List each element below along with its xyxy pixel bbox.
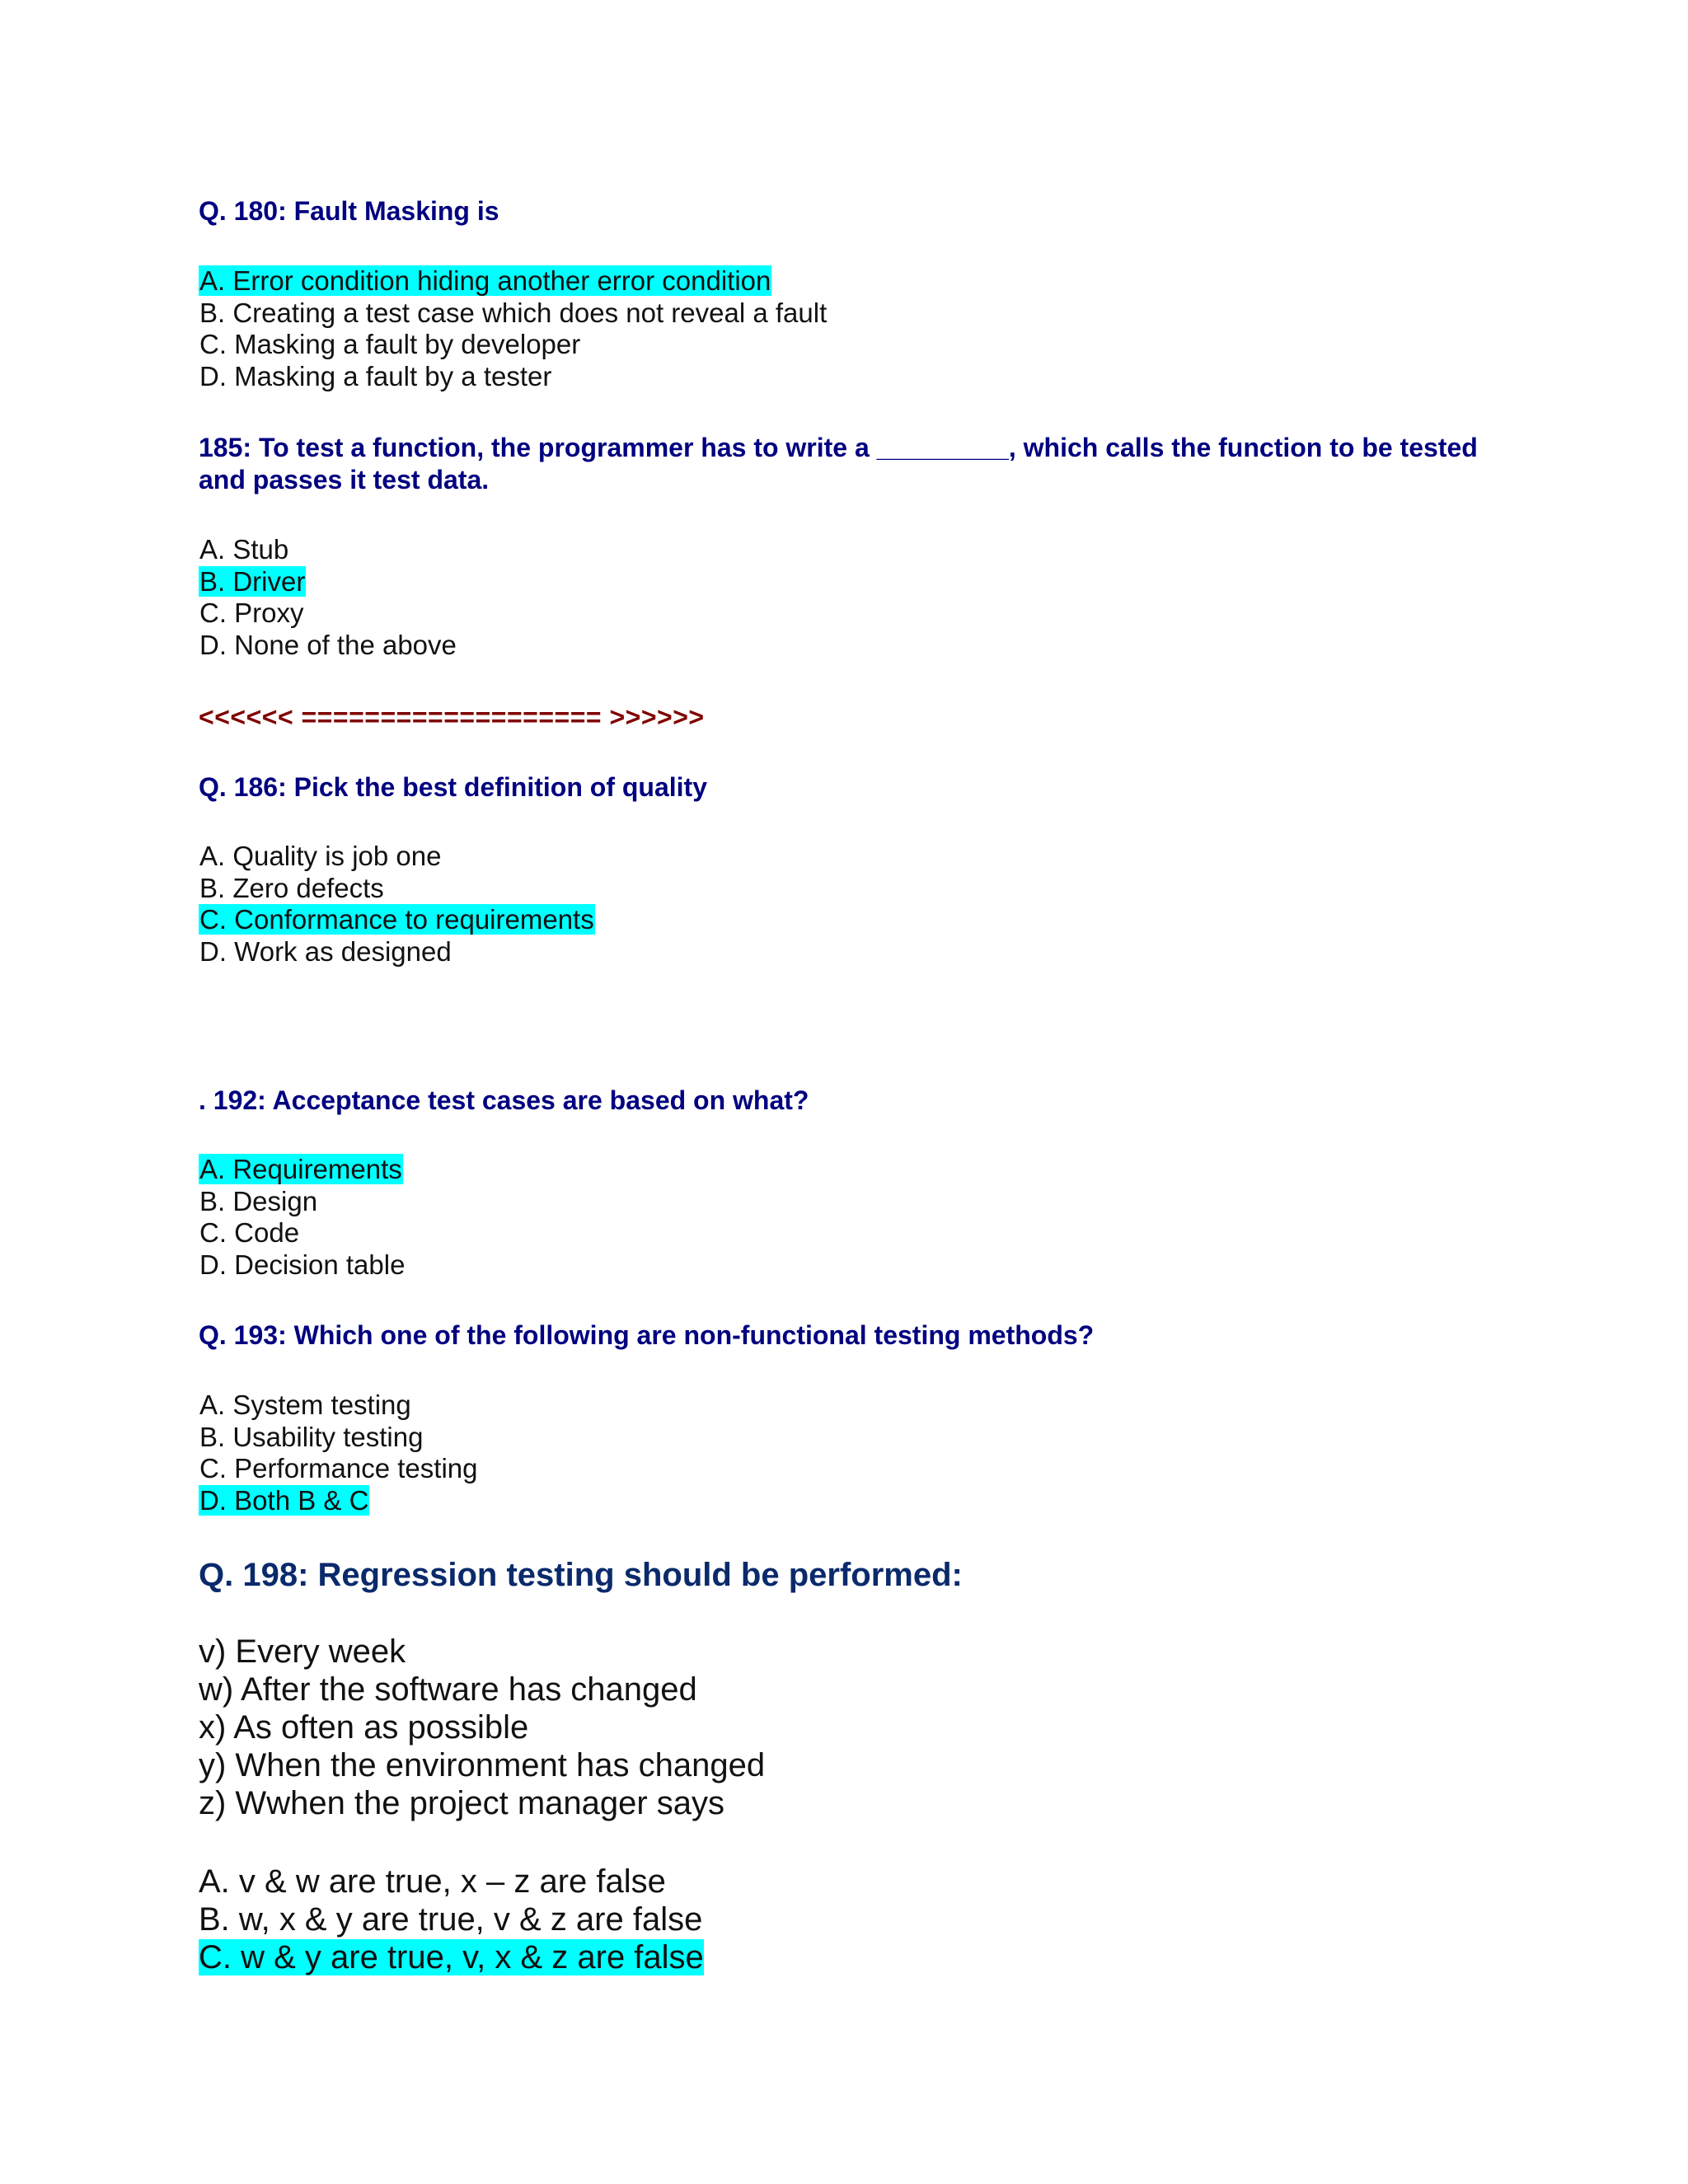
question-185-options [199,534,457,661]
option-label: A. Error condition hiding another error condition [199,265,771,296]
option-label: B. Design [199,1185,318,1216]
statement-label: z) Wwhen the project manager says [199,1785,725,1821]
option-label: D. Masking a fault by a tester [199,360,552,391]
option-label: C. Conformance to requirements [199,904,594,935]
question-title: . 192: Acceptance test cases are based on what? [199,1085,809,1115]
statement-label: v) Every week [199,1633,406,1670]
option-c [199,598,457,630]
question-198 [199,1555,963,1595]
question-193 [199,1319,1094,1352]
question-180 [199,195,499,227]
question-192-options [199,1154,406,1281]
option-b [199,566,457,598]
question-186 [199,771,707,804]
option-a [199,534,457,566]
option-c [199,329,828,361]
question-title: 185: To test a function, the programmer has to write a _________, which calls the function to be tested and passes it test data. [199,433,1478,494]
question-title: Q. 186: Pick the best definition of quality [199,772,707,802]
question-198-options [199,1863,704,1976]
option-label: C. Code [199,1217,300,1248]
option-a [199,1390,478,1422]
question-title: Q. 180: Fault Masking is [199,196,499,226]
question-198-statements [199,1633,765,1822]
option-label: D. None of the above [199,629,457,660]
option-label: A. Stub [199,534,289,565]
question-186-options [199,841,595,968]
option-label: C. Masking a fault by developer [199,329,581,359]
option-label: B. Driver [199,565,306,597]
option-d [199,1249,406,1282]
statement-v [199,1633,765,1671]
option-label: D. Both B & C [199,1484,369,1516]
option-label: B. Creating a test case which does not reveal a fault [199,297,828,328]
option-label: A. v & w are true, x – z are false [199,1863,666,1900]
question-title: Q. 198: Regression testing should be performed: [199,1557,963,1593]
option-d [199,1485,478,1517]
statement-label: w) After the software has changed [199,1671,697,1708]
option-c [199,1453,478,1485]
option-label: B. Zero defects [199,872,384,903]
option-b [199,1422,478,1454]
option-b [199,1900,704,1938]
option-label: D. Work as designed [199,935,452,967]
option-b [199,1186,406,1218]
question-title: Q. 193: Which one of the following are non-functional testing methods? [199,1320,1095,1350]
option-label: D. Decision table [199,1249,406,1280]
question-185 [199,432,1484,496]
option-d [199,630,457,662]
option-c [199,1217,406,1249]
option-a [199,841,595,873]
statement-x [199,1708,765,1746]
option-label: C. w & y are true, v, x & z are false [199,1939,704,1975]
option-label: C. Performance testing [199,1453,478,1483]
option-d [199,361,828,393]
statement-label: x) As often as possible [199,1709,529,1746]
option-c [199,1938,704,1976]
question-192 [199,1085,809,1117]
option-label: B. w, x & y are true, v & z are false [199,1901,703,1938]
section-separator: <<<<<< =================== >>>>>> [199,702,705,732]
option-b [199,873,595,905]
question-193-options [199,1390,478,1516]
option-label: A. Quality is job one [199,841,442,871]
option-a [199,265,828,298]
statement-label: y) When the environment has changed [199,1747,766,1783]
option-label: C. Proxy [199,598,304,628]
statement-w [199,1671,765,1708]
option-a [199,1154,406,1186]
question-180-options [199,265,828,392]
statement-y [199,1746,765,1784]
option-c [199,904,595,936]
option-a [199,1863,704,1900]
option-b [199,298,828,330]
option-d [199,936,595,968]
option-label: B. Usability testing [199,1421,424,1452]
option-label: A. System testing [199,1390,411,1420]
option-label: A. Requirements [199,1154,402,1184]
statement-z [199,1784,765,1822]
